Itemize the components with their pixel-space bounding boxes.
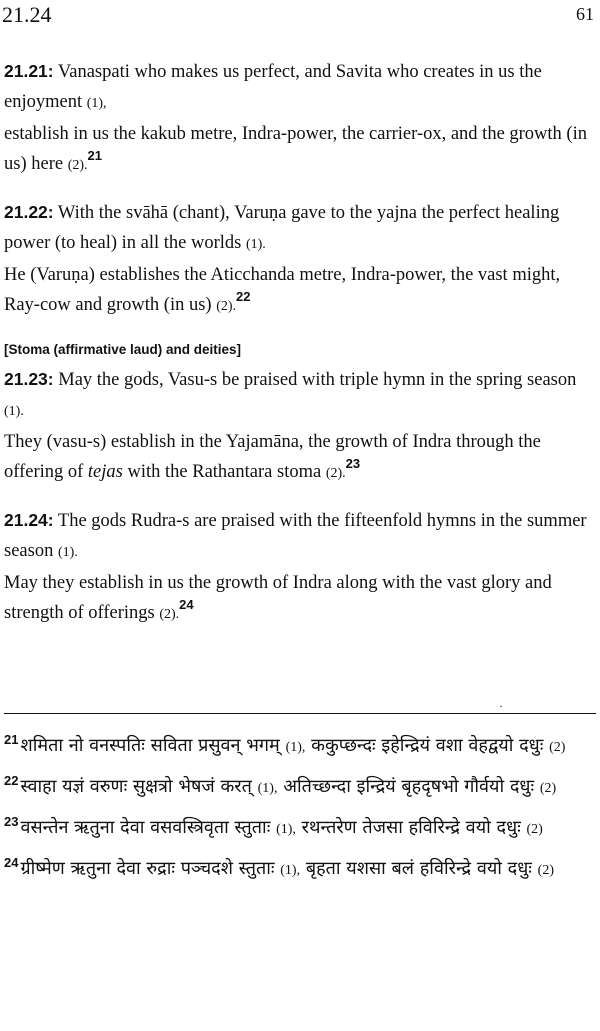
footnote-ref[interactable]: 23 [345,456,361,471]
verse-21-24 [4,505,594,630]
verse-21-22 [4,197,594,322]
verse-marker: (1), [276,822,296,837]
verse-text: They (vasu-s) establish in the Yajamāna, the growth of Indra through the offering of [4,432,541,482]
sanskrit-text: ग्रीष्मेण ऋतुना देवा रुद्राः पञ्चदशे स्तुताः [20,858,275,879]
footnote-22 [4,764,596,805]
verse-number: 21.21: [4,61,54,81]
footnote-ref[interactable]: 22 [236,289,251,304]
verse-text: He (Varuṇa) establishes the Aticchanda metre, Indra-power, the vast might, Ray-cow and growth (in us) [4,265,561,315]
verse-marker: (2) [549,740,566,755]
stray-mark: · [499,699,503,713]
section-heading: [Stoma (affirmative laud) and deities] [4,342,242,357]
page-number: 61 [576,4,594,24]
verse-marker: (2). [325,466,346,481]
sanskrit-text: रथन्तरेण तेजसा हविरिन्द्रे वयो दधुः [301,817,521,838]
verse-number: 21.24: [4,510,54,530]
verse-marker: (2) [539,781,557,796]
verse-text: May the gods, Vasu-s be praised with triple hymn in the spring season [58,370,577,390]
verse-marker: (2). [216,299,237,314]
section-number: 21.24 [2,2,52,27]
verse-text: Vanaspati who makes us perfect, and Savita who creates in us the enjoyment [4,62,542,112]
verse-marker: (1), [285,740,306,755]
footnotes [4,723,596,887]
footnote-number: 22 [4,773,19,788]
footnote-ref[interactable]: 21 [87,148,102,163]
verse-marker: (1). [57,545,78,560]
verse-text: May they establish in us the growth of Indra along with the vast glory and strength of offerings [4,573,552,623]
footnote-23 [4,805,596,846]
verse-text: with the Rathantara stoma [127,462,322,482]
italic-term: tejas [87,462,123,482]
sanskrit-text: बृहता यशसा बलं हविरिन्द्रे वयो दधुः [305,858,532,879]
sanskrit-text: वसन्तेन ऋतुना देवा वसवस्त्रिवृता स्तुताः [20,817,271,838]
verse-marker: (1). [4,404,24,419]
verse-number: 21.22: [4,202,54,222]
main-text [4,56,594,630]
verse-marker: (1). [245,237,266,252]
verse-text: The gods Rudra-s are praised with the fifteenfold hymns in the summer season [4,511,587,561]
footnote-number: 21 [4,732,19,747]
footnote-divider [4,713,596,714]
verse-text: With the svāhā (chant), Varuṇa gave to the yajna the perfect healing power (to heal) in all the worlds [4,203,560,253]
verse-marker: (2) [526,822,543,837]
verse-21-23 [4,364,594,489]
verse-marker: (1), [86,96,107,111]
verse-text: establish in us the kakub metre, Indra-power, the carrier-ox, and the growth (in us) here [4,124,587,174]
sanskrit-text: शमिता नो वनस्पतिः सविता प्रसुवन् भगम् [20,735,280,756]
footnote-24 [4,846,596,887]
verse-marker: (2) [537,863,554,878]
verse-marker: (1), [257,781,278,796]
footnote-number: 24 [4,855,19,870]
page-header [2,2,594,28]
footnote-number: 23 [4,814,19,829]
sanskrit-text: ककुप्छन्दः इहेन्द्रियं वशा वेहद्वयो दधुः [311,735,544,756]
verse-number: 21.23: [4,369,54,389]
verse-21-21 [4,56,594,181]
verse-marker: (2). [159,607,180,622]
footnote-21 [4,723,596,764]
sanskrit-text: स्वाहा यज्ञं वरुणः सुक्षत्रो भेषजं करत् [20,776,252,797]
verse-marker: (1), [280,863,301,878]
sanskrit-text: अतिच्छन्दा इन्द्रियं बृहदृषभो गौर्वयो दधुः [283,776,535,797]
footnote-ref[interactable]: 24 [179,597,194,612]
verse-marker: (2). [67,158,88,173]
